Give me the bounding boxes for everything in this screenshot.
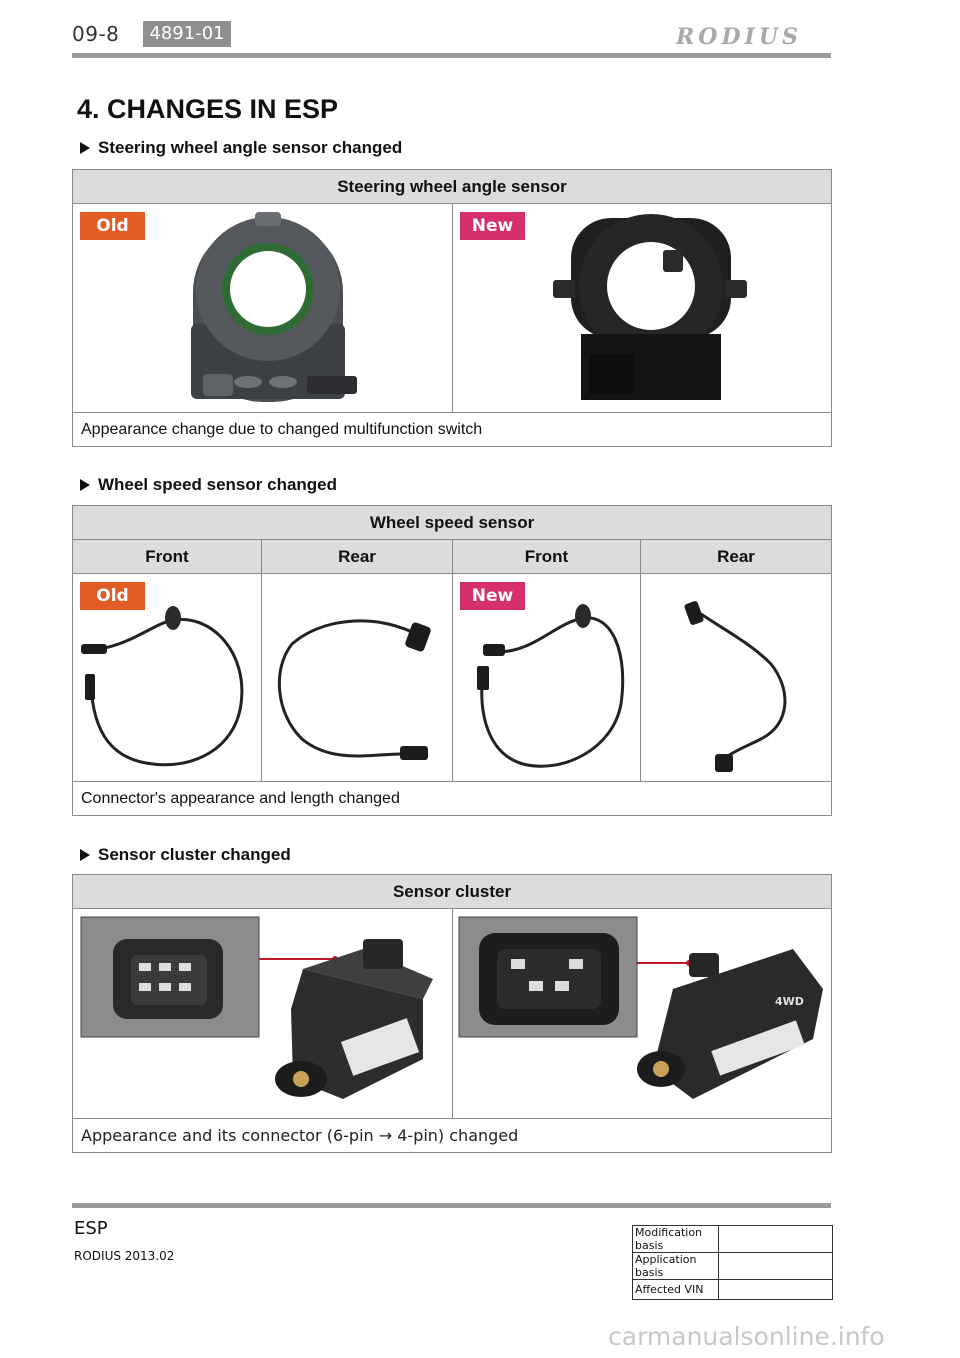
steering-sensor-table (72, 169, 832, 447)
old-rear-sensor-image (262, 574, 451, 780)
section-heading-sensor-cluster (80, 845, 291, 865)
mod-value (719, 1226, 833, 1253)
watermark: carmanualsonline.info (608, 1322, 885, 1351)
table-row (633, 1253, 833, 1280)
section-heading-text: Sensor cluster changed (98, 845, 291, 864)
column-header: Front (73, 540, 262, 574)
section-heading-text: Wheel speed sensor changed (98, 475, 338, 494)
column-header: Rear (641, 540, 832, 574)
section-code-badge: 4891-01 (143, 21, 231, 47)
footer-system: ESP (74, 1218, 108, 1239)
section-heading-steering (80, 138, 402, 158)
new-sensor-cluster-image (453, 909, 830, 1117)
sensor-cluster-table (72, 874, 832, 1153)
old-front-sensor-cell (73, 574, 262, 782)
table-title: Sensor cluster (73, 875, 832, 909)
old-sensor-cluster-cell (73, 909, 453, 1119)
mod-label: Application basis (633, 1253, 719, 1280)
section-heading-text: Steering wheel angle sensor changed (98, 138, 403, 157)
table-title: Steering wheel angle sensor (73, 170, 832, 204)
mod-value (719, 1280, 833, 1300)
header-rule (72, 53, 831, 58)
column-header: Rear (262, 540, 453, 574)
cluster-model-label: 4WD (775, 995, 804, 1008)
new-tag: New (460, 212, 525, 240)
column-header: Front (453, 540, 641, 574)
old-rear-sensor-cell (262, 574, 453, 782)
mod-label: Modification basis (633, 1226, 719, 1253)
change-note: Appearance change due to changed multifunction switch (73, 413, 832, 447)
footer-model: RODIUS 2013.02 (74, 1249, 175, 1263)
modification-table (632, 1225, 833, 1300)
old-steering-sensor-cell (73, 204, 453, 413)
new-steering-sensor-cell (453, 204, 832, 413)
section-heading-wheel-speed (80, 475, 337, 495)
new-rear-sensor-image (641, 574, 830, 780)
change-note: Connector's appearance and length changed (73, 782, 832, 816)
play-triangle-icon (80, 142, 90, 154)
mod-value (719, 1253, 833, 1280)
change-note: Appearance and its connector (6-pin → 4-pin) changed (73, 1119, 832, 1153)
table-title: Wheel speed sensor (73, 506, 832, 540)
mod-label: Affected VIN (633, 1280, 719, 1300)
table-row (633, 1226, 833, 1253)
old-sensor-cluster-image (73, 909, 451, 1117)
new-rear-sensor-cell (641, 574, 832, 782)
new-sensor-cluster-cell (453, 909, 832, 1119)
table-row (633, 1280, 833, 1300)
brand-logo: RODIUS (676, 24, 802, 50)
page-title: 4. CHANGES IN ESP (77, 94, 339, 124)
footer-rule (72, 1203, 831, 1208)
old-tag: Old (80, 212, 145, 240)
old-tag: Old (80, 582, 145, 610)
wheel-speed-sensor-table (72, 505, 832, 816)
play-triangle-icon (80, 479, 90, 491)
play-triangle-icon (80, 849, 90, 861)
new-front-sensor-cell (453, 574, 641, 782)
new-tag: New (460, 582, 525, 610)
page-number: 09-8 (72, 22, 120, 46)
